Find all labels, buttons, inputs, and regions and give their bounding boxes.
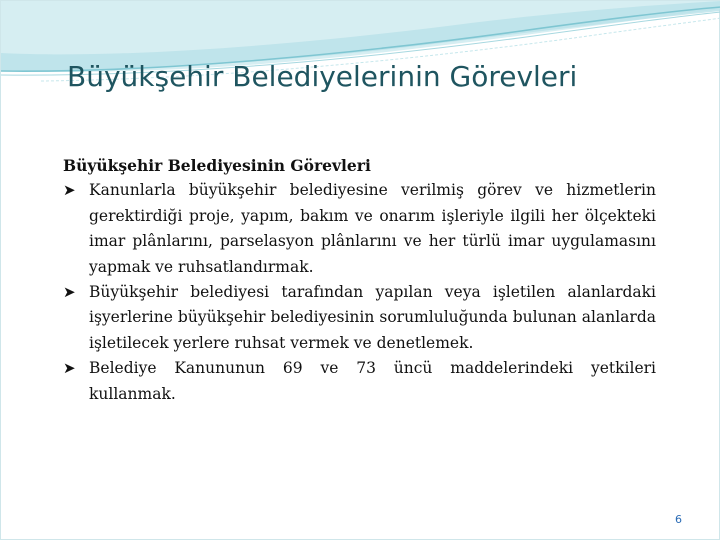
bullet-text: Kanunlarla büyükşehir belediyesine verilmiş görev ve hizmetlerin gerektirdiği proje, yapım, bakım ve onarım işleriyle ilgili her ölçekteki imar plânlarını, parselasyon plânlarını ve her türlü imar uygulamasını yapmak ve ruhsatlandırmak. — [89, 181, 656, 276]
bullet-item — [63, 356, 656, 407]
bullet-item — [63, 280, 656, 356]
page-number: 6 — [675, 513, 682, 526]
bullet-text: Büyükşehir belediyesi tarafından yapılan veya işletilen alanlardaki işyerlerine büyükşehir belediyesinin sorumluluğunda bulunan alanlarda işletilecek yerlere ruhsat vermek ve denetlemek. — [89, 283, 656, 352]
bullet-item — [63, 178, 656, 280]
arrowhead-right-icon: ➤ — [63, 359, 76, 378]
bullet-text: Belediye Kanununun 69 ve 73 üncü maddelerindeki yetkileri kullanmak. — [89, 359, 656, 403]
arrowhead-right-icon: ➤ — [63, 181, 76, 200]
section-subheading: Büyükşehir Belediyesinin Görevleri — [63, 156, 371, 175]
arrowhead-right-icon: ➤ — [63, 283, 76, 302]
slide-title: Büyükşehir Belediyelerinin Görevleri — [67, 60, 578, 93]
slide-content — [63, 153, 656, 407]
bullet-list — [63, 178, 656, 407]
